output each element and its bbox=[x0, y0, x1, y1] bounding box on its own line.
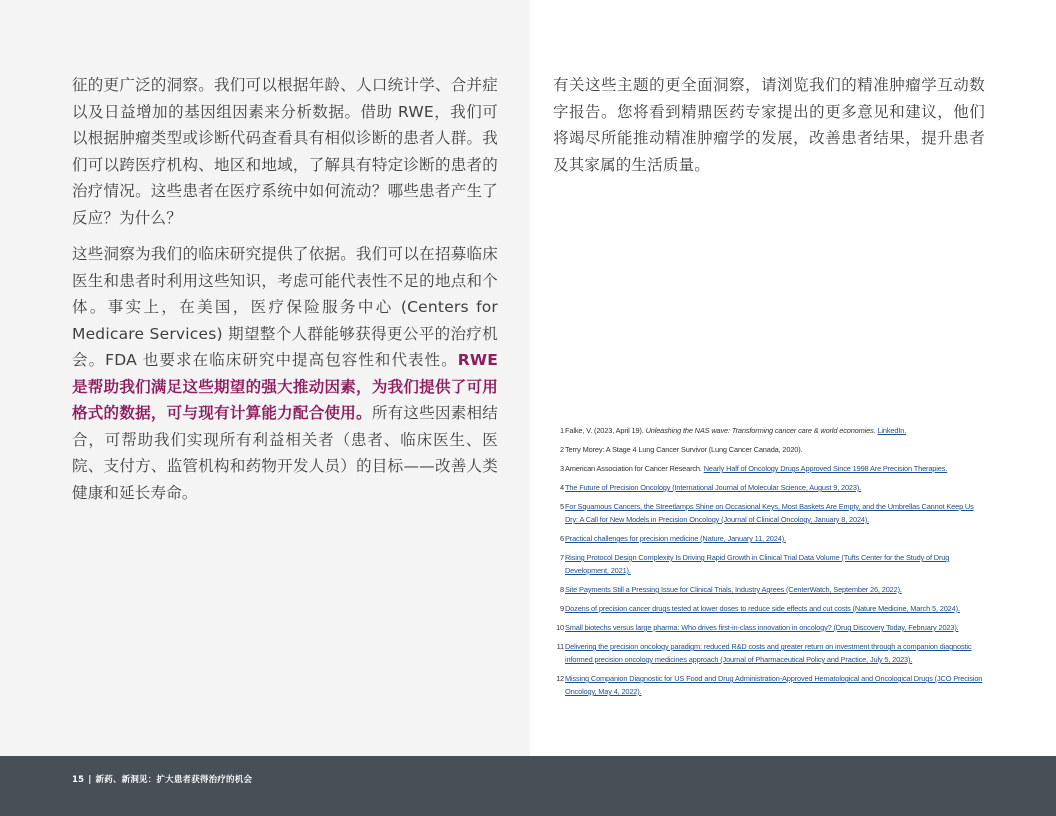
footnote-link[interactable]: LinkedIn. bbox=[877, 426, 907, 435]
footnote-number: 3 bbox=[560, 464, 564, 473]
footnote-item bbox=[553, 481, 985, 494]
paragraph-2-end: 所有这些因素相结合，可帮助我们实现所有利益相关者（患者、临床医生、医院、支付方、监管机构和药物开发人员）的目标——改善人类健康和延长寿命。 bbox=[72, 404, 498, 502]
footnote-italic: Unleashing the NAS wave: Transforming cancer care & world economies bbox=[645, 426, 874, 435]
footnote-item bbox=[553, 532, 985, 545]
footnote-number: 12 bbox=[556, 674, 564, 683]
footnote-number: 10 bbox=[556, 623, 564, 632]
body-paragraph-1: 征的更广泛的洞察。我们可以根据年龄、人口统计学、合并症以及日益增加的基因组因素来分析数据。借助 RWE，我们可以根据肿瘤类型或诊断代码查看具有相似诊断的患者人群。我们可以跨医疗机构、地区和地域，了解具有特定诊断的患者的治疗情况。这些患者在医疗系统中如何流动？哪些患者产生了反应？为什么？ bbox=[72, 76, 498, 227]
highlighted-statement: RWE 是帮助我们满足这些期望的强大推动因素，为我们提供了可用格式的数据，可与现有计算能力配合使用。 bbox=[72, 351, 498, 422]
footnote-link[interactable]: For Squamous Cancers, the Streetlamps Shine on Occasional Keys, Most Baskets Are Empty, and the Umbrellas Cannot Keep Us Dry: A Call for New Models in Precision Oncology (Journal of Clinical Oncology, January 8, 2024). bbox=[565, 502, 974, 524]
footnote-link[interactable]: Small biotechs versus large pharma: Who drives first-in-class innovation in oncology? (Drug Discovery Today, February 2023). bbox=[565, 623, 959, 632]
footer-label bbox=[72, 773, 252, 785]
footnote-item bbox=[553, 583, 985, 596]
footnote-item bbox=[553, 500, 985, 526]
footnote-item bbox=[553, 602, 985, 615]
footnote-item bbox=[553, 672, 985, 698]
footnote-item bbox=[553, 443, 985, 456]
footnote-link[interactable]: Practical challenges for precision medicine (Nature, January 11, 2024). bbox=[565, 534, 786, 543]
footnote-number: 7 bbox=[560, 553, 564, 562]
footnote-link[interactable]: Site Payments Still a Pressing Issue for Clinical Trials, Industry Agrees (CenterWatch, September 26, 2022). bbox=[565, 585, 902, 594]
footnote-number: 5 bbox=[560, 502, 564, 511]
right-column bbox=[553, 72, 985, 178]
footnote-text: . bbox=[873, 426, 878, 435]
footnote-link[interactable]: Rising Protocol Design Complexity Is Driving Rapid Growth in Clinical Trial Data Volume (Tufts Center for the Study of Drug Development, 2021). bbox=[565, 553, 950, 575]
footnote-item bbox=[553, 621, 985, 634]
report-paragraph: 有关这些主题的更全面洞察，请浏览我们的精准肿瘤学互动数字报告。您将看到精鼎医药专家提出的更多意见和建议，他们将竭尽所能推动精准肿瘤学的发展，改善患者结果，提升患者及其家属的生活质量。 bbox=[553, 76, 985, 174]
paragraph-2-start: 这些洞察为我们的临床研究提供了依据。我们可以在招募临床医生和患者时利用这些知识，考虑可能代表性不足的地点和个体。事实上，在美国，医疗保险服务中心 (Centers for Medicare Services) 期望整个人群能够获得更公平的治疗机会。FDA 也要求在临床研究中提高包容性和代表性。 bbox=[72, 245, 498, 369]
footnote-item bbox=[553, 424, 985, 437]
footnote-link[interactable]: The Future of Precision Oncology (International Journal of Molecular Science, August 9, 2023). bbox=[565, 483, 862, 492]
footnote-item bbox=[553, 462, 985, 475]
footnote-number: 2 bbox=[560, 445, 564, 454]
body-paragraph-2 bbox=[72, 241, 498, 506]
footnote-link[interactable]: Delivering the precision oncology paradigm: reduced R&D costs and greater return on investment through a companion diagnostic informed precision oncology medicines approach (Journal of Pharmaceutical Policy and Practice, July 5, 2023). bbox=[565, 642, 972, 664]
footnote-item bbox=[553, 551, 985, 577]
footnote-link[interactable]: Missing Companion Diagnostic for US Food and Drug Administration-Approved Hematological and Oncological Drugs (JCO Precision Oncology, May 4, 2022). bbox=[565, 674, 983, 696]
footnote-number: 6 bbox=[560, 534, 564, 543]
footnote-number: 9 bbox=[560, 604, 564, 613]
left-column bbox=[72, 72, 498, 506]
footnote-text: Terry Morey: A Stage 4 Lung Cancer Survivor (Lung Cancer Canada, 2020). bbox=[565, 445, 803, 454]
footnote-number: 11 bbox=[556, 642, 564, 651]
page-number: 15 bbox=[72, 775, 85, 785]
footnote-link[interactable]: Dozens of precision cancer drugs tested at lower doses to reduce side effects and cut costs (Nature Medicine, March 5, 2024). bbox=[565, 604, 960, 613]
footnote-item bbox=[553, 640, 985, 666]
footer-separator: | bbox=[88, 775, 92, 785]
footer-title: 新药、新洞见：扩大患者获得治疗的机会 bbox=[95, 775, 253, 785]
footnote-number: 4 bbox=[560, 483, 564, 492]
footnotes-list bbox=[553, 424, 985, 704]
page-footer bbox=[0, 756, 1056, 816]
footnote-text: Falke, V. (2023, April 19). bbox=[565, 426, 646, 435]
footnote-number: 1 bbox=[560, 426, 564, 435]
footnote-number: 8 bbox=[560, 585, 564, 594]
footnote-link[interactable]: Nearly Half of Oncology Drugs Approved Since 1998 Are Precision Therapies. bbox=[703, 464, 948, 473]
footnote-text: American Association for Cancer Research. bbox=[565, 464, 704, 473]
